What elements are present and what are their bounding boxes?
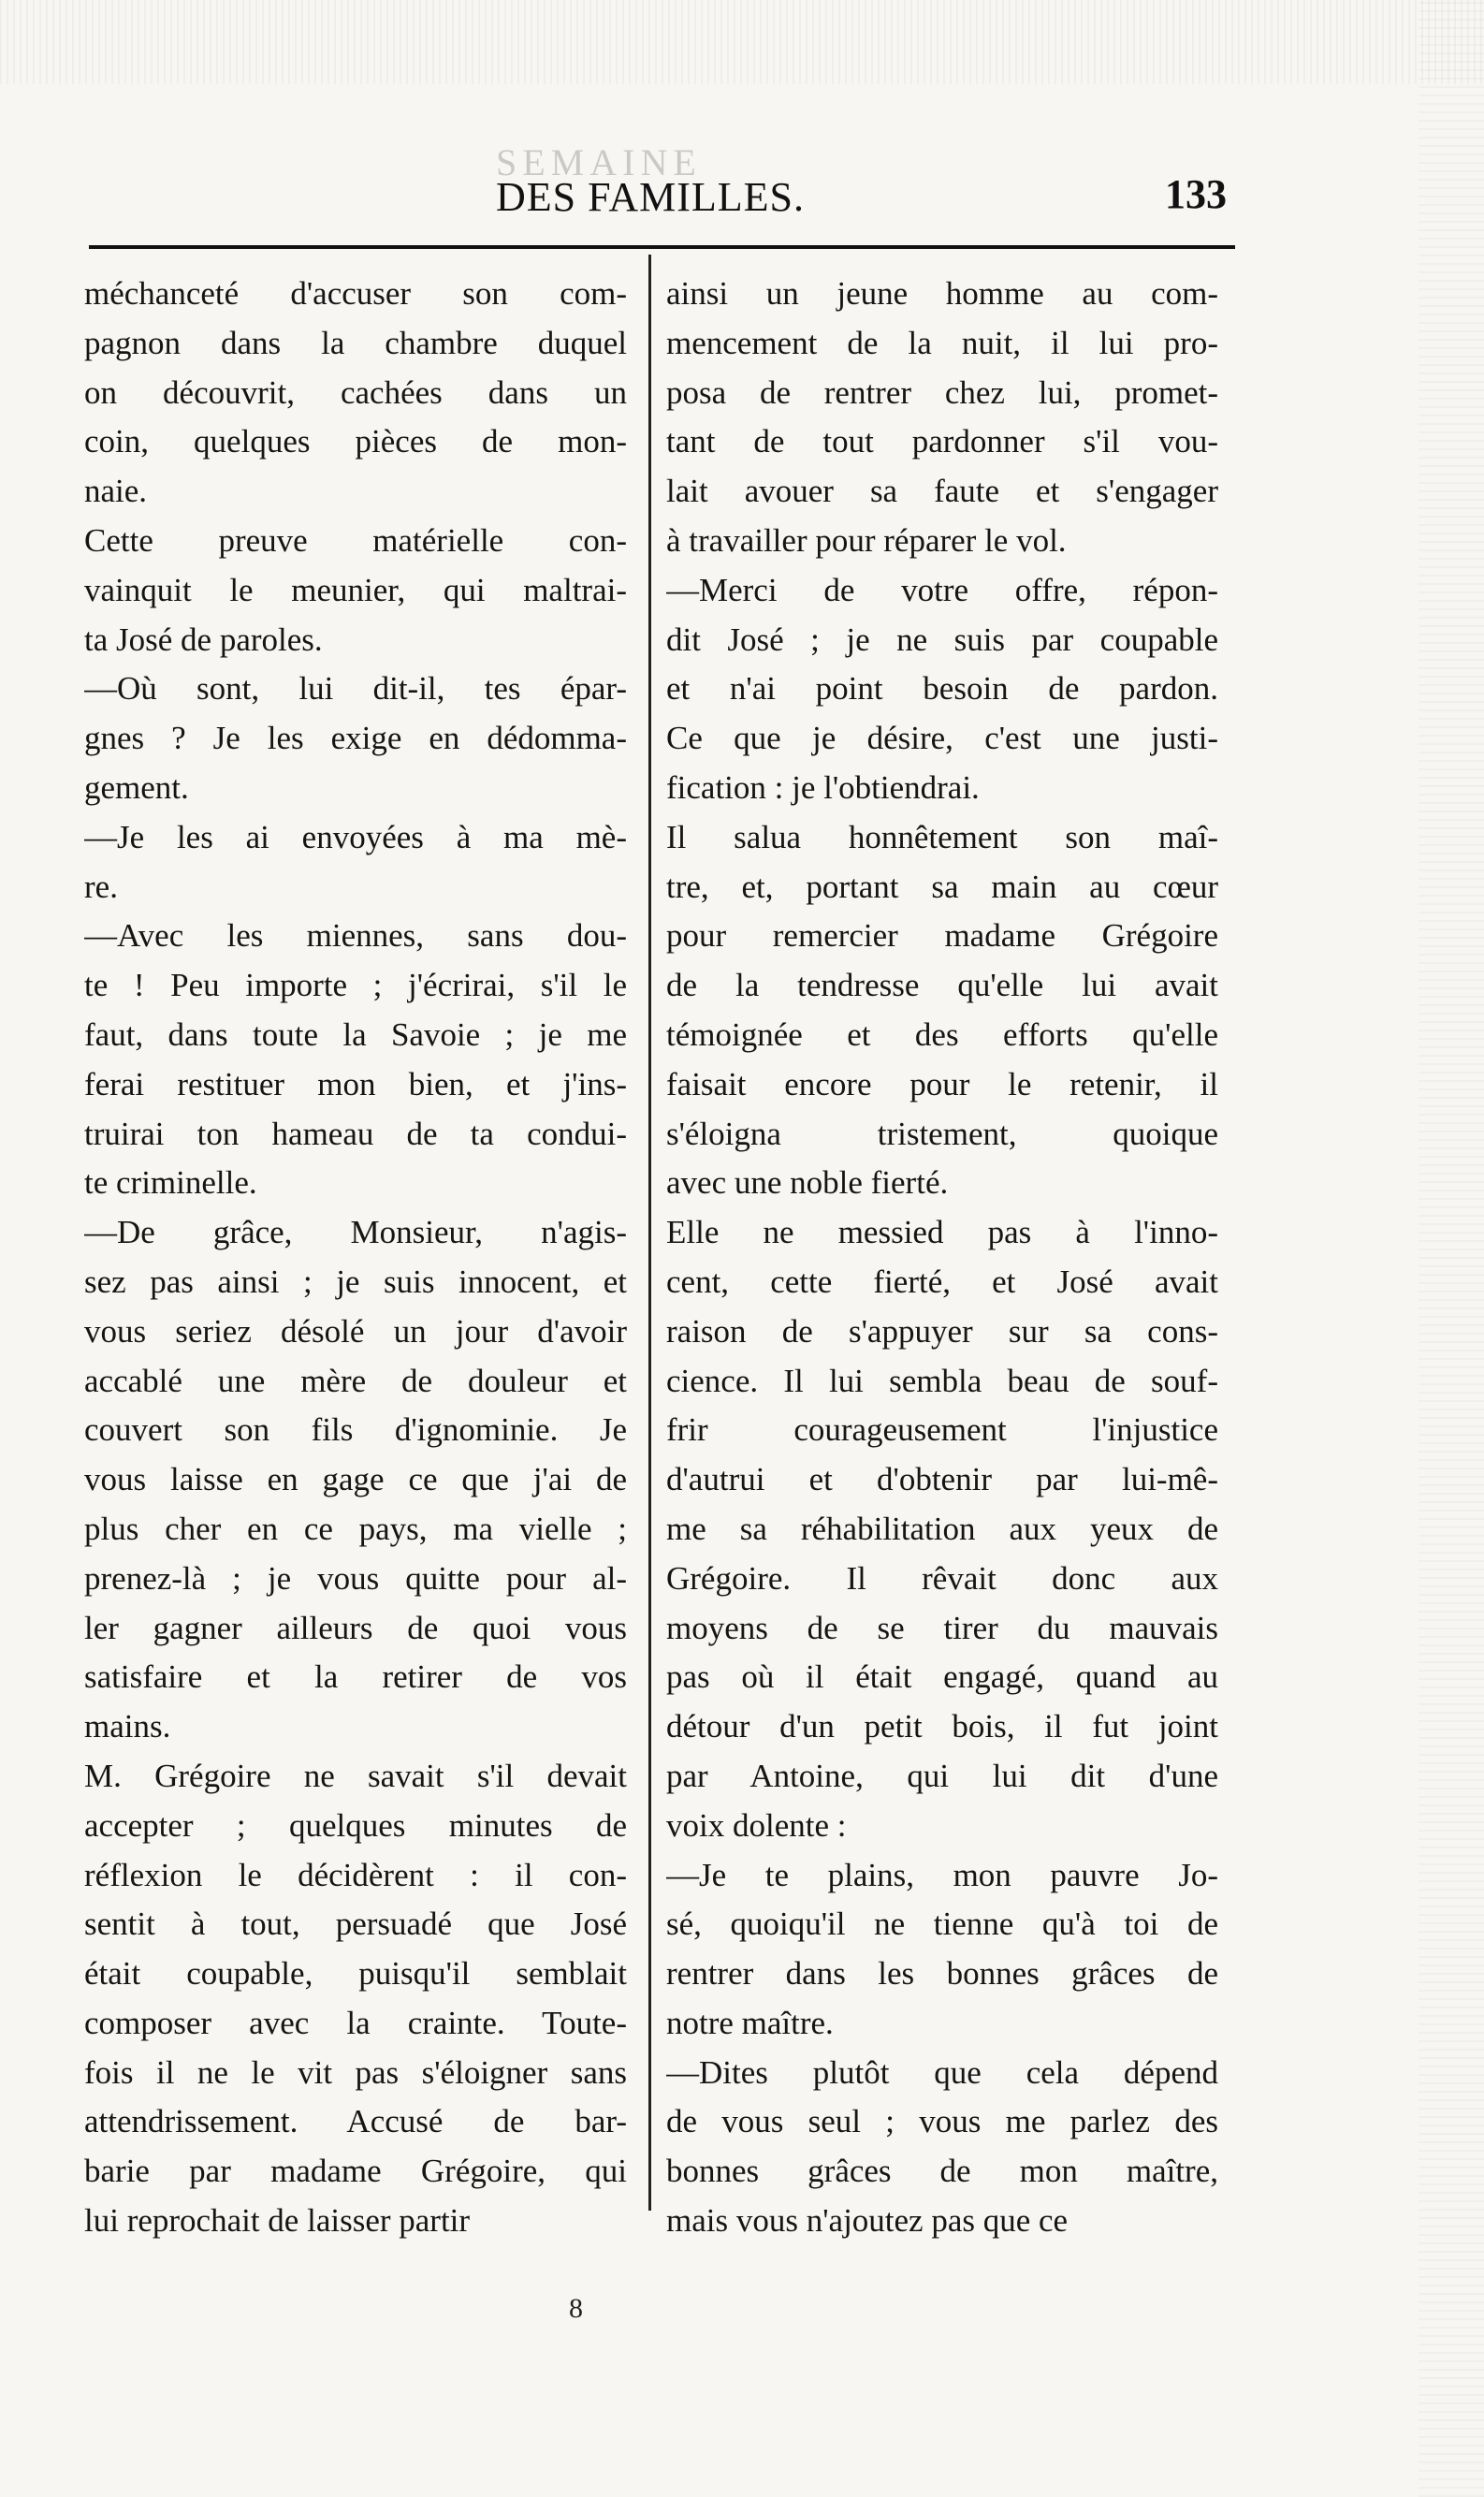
text-line: —Où sont, lui dit-il, tes épar- (84, 670, 627, 708)
text-line: couvert son fils d'ignominie. Je (84, 1411, 627, 1449)
text-line: témoignée et des efforts qu'elle (666, 1015, 1218, 1053)
text-line: posa de rentrer chez lui, promet- (666, 373, 1218, 411)
text-line: te criminelle. (84, 1164, 257, 1202)
text-line: s'éloigna tristement, quoique (666, 1115, 1218, 1152)
text-line: vous laisse en gage ce que j'ai de (84, 1461, 627, 1498)
text-line: —Dites plutôt que cela dépend (666, 2053, 1218, 2091)
text-line: faut, dans toute la Savoie ; je me (84, 1015, 627, 1053)
text-line: pour remercier madame Grégoire (666, 917, 1218, 955)
text-line: gement. (84, 768, 189, 806)
text-line: barie par madame Grégoire, qui (84, 2153, 627, 2190)
text-line: voix dolente : (666, 1806, 847, 1844)
text-line: —Je te plains, mon pauvre Jo- (666, 1856, 1218, 1893)
text-line: vous seriez désolé un jour d'avoir (84, 1312, 627, 1350)
text-line: par Antoine, qui lui dit d'une (666, 1757, 1218, 1794)
text-line: cent, cette fierté, et José avait (666, 1263, 1218, 1300)
text-line: réflexion le décidèrent : il con- (84, 1856, 627, 1893)
text-line: —De grâce, Monsieur, n'agis- (84, 1214, 627, 1251)
text-line: pas où il était engagé, quand au (666, 1658, 1218, 1696)
text-line: on découvrit, cachées dans un (84, 373, 627, 411)
text-line: composer avec la crainte. Toute- (84, 2004, 627, 2041)
text-line: et n'ai point besoin de pardon. (666, 670, 1218, 708)
text-line: re. (84, 868, 118, 905)
text-line: accepter ; quelques minutes de (84, 1806, 627, 1844)
text-line: à travailler pour réparer le vol. (666, 521, 1067, 559)
text-line: Grégoire. Il rêvait donc aux (666, 1559, 1218, 1597)
text-line: truirai ton hameau de ta condui- (84, 1115, 627, 1152)
text-line: Elle ne messied pas à l'inno- (666, 1214, 1218, 1251)
text-line: ferai restituer mon bien, et j'ins- (84, 1065, 627, 1102)
text-line: lui reprochait de laisser partir (84, 2202, 471, 2240)
text-line: méchanceté d'accuser son com- (84, 275, 627, 312)
text-line: sentit à tout, persuadé que José (84, 1906, 627, 1943)
text-line: M. Grégoire ne savait s'il devait (84, 1757, 627, 1794)
text-line: Il salua honnêtement son maî- (666, 818, 1218, 855)
text-line: détour d'un petit bois, il fut joint (666, 1708, 1218, 1745)
text-line: notre maître. (666, 2004, 834, 2041)
text-line: d'autrui et d'obtenir par lui-mê- (666, 1461, 1218, 1498)
text-line: bonnes grâces de mon maître, (666, 2153, 1218, 2190)
running-head: DES FAMILLES. (496, 174, 805, 220)
text-line: frir courageusement l'injustice (666, 1411, 1218, 1449)
text-line: sé, quoiqu'il ne tienne qu'à toi de (666, 1906, 1218, 1943)
right-text-column (666, 270, 1218, 2246)
text-line: vainquit le meunier, qui maltrai- (84, 571, 627, 608)
page-number: 133 (1165, 171, 1227, 217)
text-line: ta José de paroles. (84, 621, 323, 658)
text-line: fois il ne le vit pas s'éloigner sans (84, 2053, 627, 2091)
text-line: —Je les ai envoyées à ma mè- (84, 818, 627, 855)
text-line: de la tendresse qu'elle lui avait (666, 967, 1218, 1004)
left-text-column (84, 270, 627, 2246)
text-line: coin, quelques pièces de mon- (84, 423, 627, 460)
text-line: tre, et, portant sa main au cœur (666, 868, 1218, 905)
text-line: te ! Peu importe ; j'écrirai, s'il le (84, 967, 627, 1004)
text-line: rentrer dans les bonnes grâces de (666, 1955, 1218, 1993)
text-line: me sa réhabilitation aux yeux de (666, 1510, 1218, 1547)
text-line: fication : je l'obtiendrai. (666, 768, 980, 806)
text-line: prenez-là ; je vous quitte pour al- (84, 1559, 627, 1597)
text-line: mais vous n'ajoutez pas que ce (666, 2202, 1069, 2240)
text-line: de vous seul ; vous me parlez des (666, 2103, 1218, 2140)
text-line: tant de tout pardonner s'il vou- (666, 423, 1218, 460)
text-line: ler gagner ailleurs de quoi vous (84, 1609, 627, 1646)
text-line: mains. (84, 1708, 171, 1745)
text-line: plus cher en ce pays, ma vielle ; (84, 1510, 627, 1547)
text-line: —Merci de votre offre, répon- (666, 571, 1218, 608)
signature-mark: 8 (569, 2293, 583, 2324)
text-line: gnes ? Je les exige en dédomma- (84, 720, 627, 757)
text-line: avec une noble fierté. (666, 1164, 949, 1202)
text-line: naie. (84, 473, 148, 510)
text-line: raison de s'appuyer sur sa cons- (666, 1312, 1218, 1350)
text-line: attendrissement. Accusé de bar- (84, 2103, 627, 2140)
text-line: accablé une mère de douleur et (84, 1362, 627, 1399)
text-line: ainsi un jeune homme au com- (666, 275, 1218, 312)
scan-noise-top (0, 0, 1484, 84)
text-line: pagnon dans la chambre duquel (84, 324, 627, 361)
text-line: dit José ; je ne suis par coupable (666, 621, 1218, 658)
faded-show-through-text: SEMAINE (496, 141, 702, 183)
text-line: mencement de la nuit, il lui pro- (666, 324, 1218, 361)
text-line: Cette preuve matérielle con- (84, 521, 627, 559)
text-line: sez pas ainsi ; je suis innocent, et (84, 1263, 627, 1300)
text-line: lait avouer sa faute et s'engager (666, 473, 1218, 510)
text-line: Ce que je désire, c'est une justi- (666, 720, 1218, 757)
text-line: était coupable, puisqu'il semblait (84, 1955, 627, 1993)
text-line: satisfaire et la retirer de vos (84, 1658, 627, 1696)
text-line: cience. Il lui sembla beau de souf- (666, 1362, 1218, 1399)
text-line: moyens de se tirer du mauvais (666, 1609, 1218, 1646)
scan-noise-right (1419, 0, 1484, 2497)
text-line: faisait encore pour le retenir, il (666, 1065, 1218, 1102)
header-rule (89, 245, 1235, 249)
text-line: —Avec les miennes, sans dou- (84, 917, 627, 955)
column-divider (648, 255, 651, 2211)
